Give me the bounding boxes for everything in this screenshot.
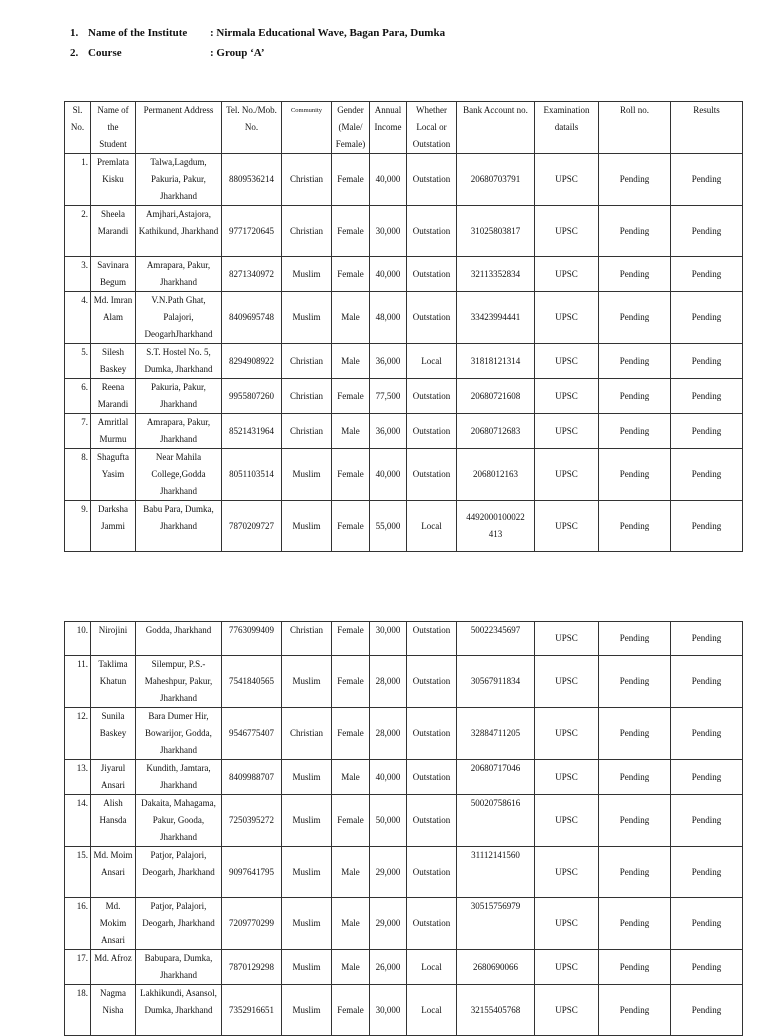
cell-bank: 20680721608: [457, 379, 535, 414]
cell-income: 40,000: [370, 154, 407, 206]
cell-roll: Pending: [599, 795, 671, 847]
cell-results: Pending: [671, 985, 743, 1036]
cell-income: 26,000: [370, 950, 407, 985]
cell-community: Muslim: [282, 950, 332, 985]
cell-results: Pending: [671, 708, 743, 760]
cell-results: Pending: [671, 760, 743, 795]
cell-community: Christian: [282, 622, 332, 656]
cell-sl: 18.: [65, 985, 91, 1036]
cell-name: Sunila Baskey: [91, 708, 136, 760]
cell-sl: 5.: [65, 344, 91, 379]
cell-sl: 9.: [65, 501, 91, 552]
cell-local: Outstation: [407, 795, 457, 847]
cell-results: Pending: [671, 622, 743, 656]
column-header-income: Annual Income: [370, 102, 407, 154]
column-header-exam: Examination datails: [535, 102, 599, 154]
cell-bank: 30567911834: [457, 656, 535, 708]
cell-bank: 20680703791: [457, 154, 535, 206]
cell-income: 48,000: [370, 292, 407, 344]
cell-address: V.N.Path Ghat, Palajori, DeogarhJharkhand: [136, 292, 222, 344]
column-header-address: Permanent Address: [136, 102, 222, 154]
header-line-course: [70, 44, 720, 64]
cell-results: Pending: [671, 950, 743, 985]
table-row: [65, 950, 743, 985]
table-row: [65, 847, 743, 898]
table-row: [65, 414, 743, 449]
cell-name: Md. Moim Ansari: [91, 847, 136, 898]
student-table-part-2: [64, 621, 743, 1036]
cell-name: Md. Imran Alam: [91, 292, 136, 344]
document-header: [70, 24, 720, 64]
table-row: [65, 985, 743, 1036]
cell-results: Pending: [671, 292, 743, 344]
cell-community: Christian: [282, 379, 332, 414]
column-header-community: Community: [282, 102, 332, 154]
cell-local: Outstation: [407, 622, 457, 656]
cell-results: Pending: [671, 898, 743, 950]
cell-address: Dakaita, Mahagama, Pakur, Gooda, Jharkhand: [136, 795, 222, 847]
cell-community: Muslim: [282, 795, 332, 847]
cell-tel: 8294908922: [222, 344, 282, 379]
column-header-gender: Gender (Male/ Female): [332, 102, 370, 154]
cell-results: Pending: [671, 154, 743, 206]
cell-bank: 30515756979: [457, 898, 535, 950]
table-row: [65, 154, 743, 206]
cell-income: 40,000: [370, 449, 407, 501]
cell-local: Outstation: [407, 379, 457, 414]
cell-exam: UPSC: [535, 449, 599, 501]
cell-income: 30,000: [370, 206, 407, 257]
cell-exam: UPSC: [535, 292, 599, 344]
cell-name: Nagma Nisha: [91, 985, 136, 1036]
cell-roll: Pending: [599, 656, 671, 708]
cell-gender: Female: [332, 795, 370, 847]
cell-name: Reena Marandi: [91, 379, 136, 414]
cell-bank: 31025803817: [457, 206, 535, 257]
header-number: 2.: [70, 47, 79, 59]
cell-gender: Male: [332, 292, 370, 344]
cell-address: Amjhari,Astajora, Kathikund, Jharkhand: [136, 206, 222, 257]
cell-roll: Pending: [599, 950, 671, 985]
cell-community: Muslim: [282, 985, 332, 1036]
header-label: Name of the Institute: [88, 27, 188, 39]
cell-bank: 4492000100022 413: [457, 501, 535, 552]
table-row: [65, 379, 743, 414]
cell-local: Local: [407, 501, 457, 552]
cell-community: Muslim: [282, 501, 332, 552]
cell-community: Muslim: [282, 847, 332, 898]
header-value: : Group ‘A’: [210, 47, 265, 59]
cell-roll: Pending: [599, 898, 671, 950]
cell-exam: UPSC: [535, 950, 599, 985]
cell-results: Pending: [671, 449, 743, 501]
cell-income: 50,000: [370, 795, 407, 847]
cell-tel: 8809536214: [222, 154, 282, 206]
cell-exam: UPSC: [535, 379, 599, 414]
cell-roll: Pending: [599, 257, 671, 292]
cell-gender: Female: [332, 379, 370, 414]
cell-name: Nirojini: [91, 622, 136, 656]
cell-exam: UPSC: [535, 847, 599, 898]
cell-community: Christian: [282, 344, 332, 379]
cell-tel: 7763099409: [222, 622, 282, 656]
cell-gender: Female: [332, 708, 370, 760]
cell-local: Local: [407, 344, 457, 379]
cell-community: Muslim: [282, 449, 332, 501]
cell-address: S.T. Hostel No. 5, Dumka, Jharkhand: [136, 344, 222, 379]
table-row: [65, 292, 743, 344]
cell-exam: UPSC: [535, 985, 599, 1036]
cell-address: Patjor, Palajori, Deogarh, Jharkhand: [136, 898, 222, 950]
cell-community: Muslim: [282, 656, 332, 708]
cell-address: Bara Dumer Hir, Bowarijor, Godda, Jharkhand: [136, 708, 222, 760]
column-header-roll: Roll no.: [599, 102, 671, 154]
cell-tel: 8271340972: [222, 257, 282, 292]
cell-gender: Female: [332, 622, 370, 656]
cell-exam: UPSC: [535, 656, 599, 708]
cell-roll: Pending: [599, 501, 671, 552]
table-row: [65, 344, 743, 379]
cell-local: Local: [407, 985, 457, 1036]
column-header-name: Name of the Student: [91, 102, 136, 154]
cell-results: Pending: [671, 379, 743, 414]
table-row: [65, 622, 743, 656]
header-value: : Nirmala Educational Wave, Bagan Para, Dumka: [210, 27, 446, 39]
cell-roll: Pending: [599, 379, 671, 414]
header-number: 1.: [70, 27, 79, 39]
cell-sl: 6.: [65, 379, 91, 414]
cell-gender: Male: [332, 950, 370, 985]
cell-results: Pending: [671, 501, 743, 552]
table-row: [65, 760, 743, 795]
cell-name: Jiyarul Ansari: [91, 760, 136, 795]
cell-sl: 11.: [65, 656, 91, 708]
cell-income: 30,000: [370, 622, 407, 656]
cell-tel: 8051103514: [222, 449, 282, 501]
table-row: [65, 656, 743, 708]
cell-bank: 50022345697: [457, 622, 535, 656]
cell-income: 55,000: [370, 501, 407, 552]
cell-local: Outstation: [407, 154, 457, 206]
cell-exam: UPSC: [535, 795, 599, 847]
column-header-bank: Bank Account no.: [457, 102, 535, 154]
cell-income: 36,000: [370, 344, 407, 379]
cell-tel: 7870209727: [222, 501, 282, 552]
cell-address: Silempur, P.S.- Maheshpur, Pakur, Jharkhand: [136, 656, 222, 708]
cell-tel: 7209770299: [222, 898, 282, 950]
cell-gender: Male: [332, 414, 370, 449]
cell-local: Outstation: [407, 449, 457, 501]
column-header-sl: Sl. No.: [65, 102, 91, 154]
cell-gender: Female: [332, 501, 370, 552]
cell-address: Amrapara, Pakur, Jharkhand: [136, 414, 222, 449]
column-header-local: Whether Local or Outstation: [407, 102, 457, 154]
table-row: [65, 795, 743, 847]
cell-local: Outstation: [407, 898, 457, 950]
cell-sl: 3.: [65, 257, 91, 292]
cell-gender: Female: [332, 656, 370, 708]
cell-sl: 10.: [65, 622, 91, 656]
cell-community: Muslim: [282, 257, 332, 292]
cell-income: 28,000: [370, 708, 407, 760]
cell-roll: Pending: [599, 708, 671, 760]
cell-income: 30,000: [370, 985, 407, 1036]
cell-gender: Female: [332, 449, 370, 501]
cell-community: Muslim: [282, 898, 332, 950]
cell-name: Taklima Khatun: [91, 656, 136, 708]
cell-results: Pending: [671, 847, 743, 898]
cell-tel: 8409695748: [222, 292, 282, 344]
cell-exam: UPSC: [535, 154, 599, 206]
cell-name: Md. Mokim Ansari: [91, 898, 136, 950]
cell-local: Outstation: [407, 414, 457, 449]
cell-sl: 13.: [65, 760, 91, 795]
cell-local: Outstation: [407, 760, 457, 795]
cell-income: 40,000: [370, 760, 407, 795]
student-table-part-1: [64, 101, 743, 552]
cell-gender: Male: [332, 760, 370, 795]
cell-name: Silesh Baskey: [91, 344, 136, 379]
cell-roll: Pending: [599, 414, 671, 449]
cell-address: Babu Para, Dumka, Jharkhand: [136, 501, 222, 552]
cell-exam: UPSC: [535, 206, 599, 257]
cell-sl: 4.: [65, 292, 91, 344]
table-row: [65, 898, 743, 950]
cell-roll: Pending: [599, 847, 671, 898]
cell-tel: 7541840565: [222, 656, 282, 708]
cell-results: Pending: [671, 344, 743, 379]
cell-tel: 9771720645: [222, 206, 282, 257]
cell-tel: 8521431964: [222, 414, 282, 449]
cell-exam: UPSC: [535, 257, 599, 292]
cell-sl: 15.: [65, 847, 91, 898]
cell-roll: Pending: [599, 985, 671, 1036]
cell-name: Premlata Kisku: [91, 154, 136, 206]
cell-income: 28,000: [370, 656, 407, 708]
table-row: [65, 206, 743, 257]
cell-gender: Male: [332, 898, 370, 950]
cell-bank: 50020758616: [457, 795, 535, 847]
cell-local: Outstation: [407, 656, 457, 708]
cell-address: Lakhikundi, Asansol, Dumka, Jharkhand: [136, 985, 222, 1036]
cell-local: Outstation: [407, 847, 457, 898]
cell-name: Darksha Jammi: [91, 501, 136, 552]
cell-bank: 32884711205: [457, 708, 535, 760]
cell-income: 29,000: [370, 847, 407, 898]
cell-tel: 7870129298: [222, 950, 282, 985]
cell-community: Christian: [282, 206, 332, 257]
cell-gender: Female: [332, 985, 370, 1036]
cell-gender: Male: [332, 344, 370, 379]
cell-address: Godda, Jharkhand: [136, 622, 222, 656]
cell-gender: Female: [332, 206, 370, 257]
cell-roll: Pending: [599, 344, 671, 379]
cell-exam: UPSC: [535, 760, 599, 795]
table-row: [65, 449, 743, 501]
cell-name: Alish Hansda: [91, 795, 136, 847]
cell-community: Christian: [282, 414, 332, 449]
cell-roll: Pending: [599, 154, 671, 206]
cell-local: Outstation: [407, 257, 457, 292]
cell-exam: UPSC: [535, 622, 599, 656]
cell-tel: 9097641795: [222, 847, 282, 898]
cell-roll: Pending: [599, 292, 671, 344]
cell-exam: UPSC: [535, 501, 599, 552]
cell-sl: 12.: [65, 708, 91, 760]
cell-bank: 32155405768: [457, 985, 535, 1036]
cell-results: Pending: [671, 257, 743, 292]
cell-income: 36,000: [370, 414, 407, 449]
cell-sl: 2.: [65, 206, 91, 257]
cell-roll: Pending: [599, 206, 671, 257]
cell-address: Amrapara, Pakur, Jharkhand: [136, 257, 222, 292]
cell-address: Patjor, Palajori, Deogarh, Jharkhand: [136, 847, 222, 898]
header-line-institute: [70, 24, 720, 44]
cell-bank: 2680690066: [457, 950, 535, 985]
cell-gender: Female: [332, 154, 370, 206]
cell-community: Christian: [282, 154, 332, 206]
cell-local: Outstation: [407, 708, 457, 760]
cell-roll: Pending: [599, 760, 671, 795]
cell-address: Talwa,Lagdum, Pakuria, Pakur, Jharkhand: [136, 154, 222, 206]
cell-tel: 9546775407: [222, 708, 282, 760]
cell-tel: 8409988707: [222, 760, 282, 795]
cell-exam: UPSC: [535, 898, 599, 950]
cell-gender: Male: [332, 847, 370, 898]
column-header-results: Results: [671, 102, 743, 154]
cell-sl: 17.: [65, 950, 91, 985]
cell-results: Pending: [671, 206, 743, 257]
cell-bank: 32113352834: [457, 257, 535, 292]
cell-bank: 20680712683: [457, 414, 535, 449]
cell-bank: 20680717046: [457, 760, 535, 795]
cell-community: Muslim: [282, 760, 332, 795]
cell-address: Pakuria, Pakur, Jharkhand: [136, 379, 222, 414]
cell-bank: 33423994441: [457, 292, 535, 344]
cell-income: 40,000: [370, 257, 407, 292]
cell-roll: Pending: [599, 622, 671, 656]
cell-bank: 31112141560: [457, 847, 535, 898]
cell-name: Shagufta Yasim: [91, 449, 136, 501]
cell-tel: 7352916651: [222, 985, 282, 1036]
table-row: [65, 708, 743, 760]
cell-gender: Female: [332, 257, 370, 292]
cell-tel: 9955807260: [222, 379, 282, 414]
cell-local: Local: [407, 950, 457, 985]
cell-name: Savinara Begum: [91, 257, 136, 292]
column-header-tel: Tel. No./Mob. No.: [222, 102, 282, 154]
cell-sl: 8.: [65, 449, 91, 501]
cell-results: Pending: [671, 414, 743, 449]
table-header-row: [65, 102, 743, 154]
cell-community: Christian: [282, 708, 332, 760]
cell-roll: Pending: [599, 449, 671, 501]
cell-results: Pending: [671, 795, 743, 847]
cell-name: Md. Afroz: [91, 950, 136, 985]
cell-address: Babupara, Dumka, Jharkhand: [136, 950, 222, 985]
cell-results: Pending: [671, 656, 743, 708]
header-label: Course: [88, 47, 122, 59]
cell-exam: UPSC: [535, 708, 599, 760]
cell-sl: 1.: [65, 154, 91, 206]
cell-name: Amritlal Murmu: [91, 414, 136, 449]
cell-income: 29,000: [370, 898, 407, 950]
cell-sl: 16.: [65, 898, 91, 950]
cell-address: Kundith, Jamtara, Jharkhand: [136, 760, 222, 795]
cell-name: Sheela Marandi: [91, 206, 136, 257]
cell-bank: 31818121314: [457, 344, 535, 379]
cell-sl: 14.: [65, 795, 91, 847]
cell-local: Outstation: [407, 206, 457, 257]
cell-sl: 7.: [65, 414, 91, 449]
cell-tel: 7250395272: [222, 795, 282, 847]
table-row: [65, 501, 743, 552]
cell-income: 77,500: [370, 379, 407, 414]
cell-community: Muslim: [282, 292, 332, 344]
cell-bank: 2068012163: [457, 449, 535, 501]
cell-exam: UPSC: [535, 344, 599, 379]
cell-exam: UPSC: [535, 414, 599, 449]
table-row: [65, 257, 743, 292]
cell-address: Near Mahila College,Godda Jharkhand: [136, 449, 222, 501]
cell-local: Outstation: [407, 292, 457, 344]
